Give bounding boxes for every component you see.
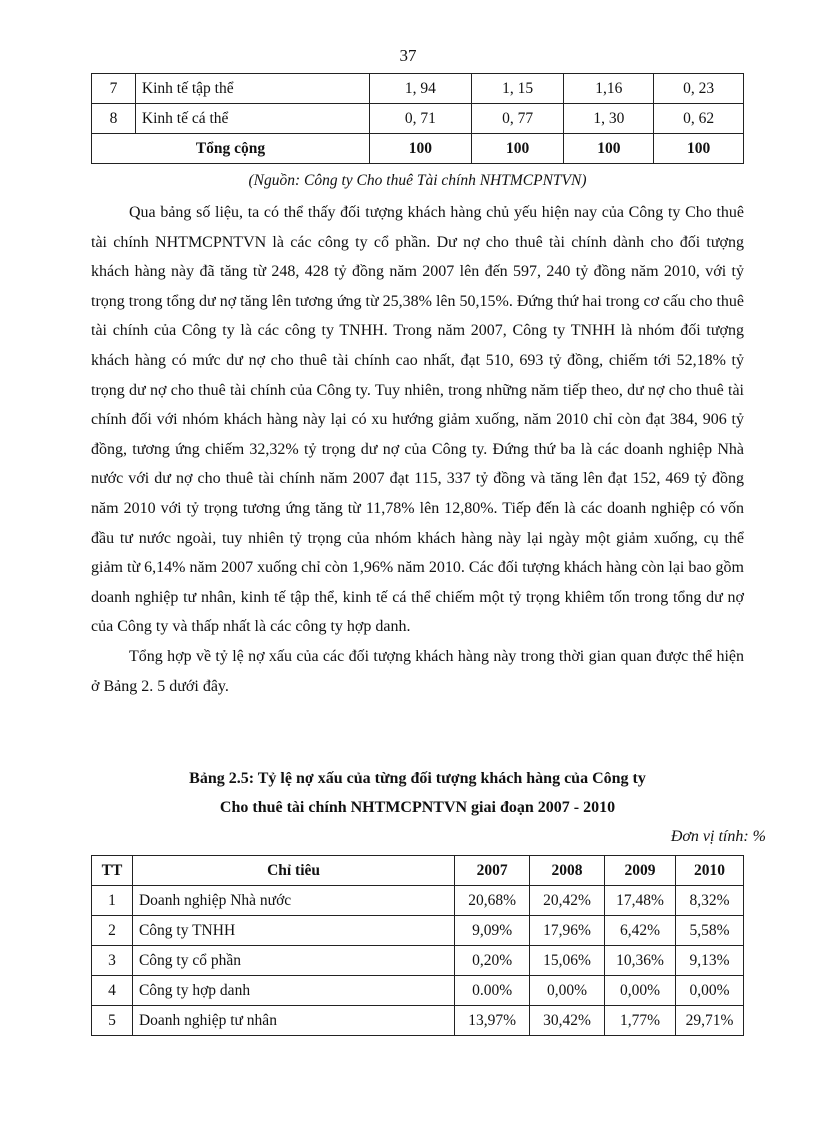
value-2007: 0.00% bbox=[455, 976, 530, 1006]
table-row bbox=[92, 916, 744, 946]
value-2008: 20,42% bbox=[530, 886, 605, 916]
value-2010: 29,71% bbox=[675, 1006, 743, 1036]
row-index: 3 bbox=[92, 946, 133, 976]
total-2008: 100 bbox=[471, 134, 564, 164]
header-2010: 2010 bbox=[675, 856, 743, 886]
header-tt: TT bbox=[92, 856, 133, 886]
row-label: Doanh nghiệp Nhà nước bbox=[132, 886, 454, 916]
value-2008: 0, 77 bbox=[471, 104, 564, 134]
value-2009: 0,00% bbox=[605, 976, 676, 1006]
value-2010: 0,00% bbox=[675, 976, 743, 1006]
value-2009: 1,16 bbox=[564, 74, 654, 104]
row-index: 5 bbox=[92, 1006, 133, 1036]
total-label: Tổng cộng bbox=[92, 134, 370, 164]
total-row bbox=[92, 134, 744, 164]
value-2008: 1, 15 bbox=[471, 74, 564, 104]
header-indicator: Chỉ tiêu bbox=[132, 856, 454, 886]
value-2007: 0, 71 bbox=[370, 104, 472, 134]
row-index: 7 bbox=[92, 74, 136, 104]
value-2010: 9,13% bbox=[675, 946, 743, 976]
paragraph: Qua bảng số liệu, ta có thể thấy đối tượng khách hàng chủ yếu hiện nay của Công ty Cho thuê tài chính NHTMCPNTVN là các công ty cổ phần. Dư nợ cho thuê tài chính dành cho đối tượng khách hàng này đã tăng từ 248, 428 tỷ đồng năm 2007 lên đến 597, 240 tỷ đồng năm 2010, với tỷ trọng trong tổng dư nợ tăng lên tương ứng từ 25,38% lên 50,15%. Đứng thứ hai trong cơ cấu cho thuê tài chính của Công ty là các công ty TNHH. Trong năm 2007, Công ty TNHH là nhóm đối tượng khách hàng có mức dư nợ cho thuê tài chính cao nhất, đạt 510, 693 tỷ đồng, chiếm tới 52,18% tỷ trọng dư nợ cho thuê tài chính của Công ty. Tuy nhiên, trong những năm tiếp theo, dư nợ cho thuê tài chính đối với nhóm khách hàng này lại có xu hướng giảm xuống, năm 2010 chỉ còn đạt 384, 906 tỷ đồng, tương ứng chiếm 32,32% tỷ trọng dư nợ của Công ty. Đứng thứ ba là các doanh nghiệp Nhà nước với dư nợ cho thuê tài chính năm 2007 đạt 115, 337 tỷ đồng và tăng lên đạt 152, 469 tỷ đồng năm 2010 với tỷ trọng tương ứng tăng từ 11,78% lên 12,80%. Tiếp đến là các doanh nghiệp có vốn đầu tư nước ngoài, tuy nhiên tỷ trọng của nhóm khách hàng này lại ngày một giảm xuống, cụ thể giảm từ 6,14% năm 2007 xuống chỉ còn 1,96% năm 2010. Các đối tượng khách hàng còn lại bao gồm doanh nghiệp tư nhân, kinh tế tập thể, kinh tế cá thể chiếm một tỷ trọng khiêm tốn trong tổng dư nợ của Công ty và thấp nhất là các công ty hợp danh. bbox=[91, 204, 744, 636]
header-2008: 2008 bbox=[530, 856, 605, 886]
value-2010: 0, 62 bbox=[654, 104, 744, 134]
row-index: 2 bbox=[92, 916, 133, 946]
total-2009: 100 bbox=[564, 134, 654, 164]
table-row bbox=[92, 1006, 744, 1036]
value-2008: 15,06% bbox=[530, 946, 605, 976]
value-2010: 8,32% bbox=[675, 886, 743, 916]
value-2007: 20,68% bbox=[455, 886, 530, 916]
value-2008: 30,42% bbox=[530, 1006, 605, 1036]
value-2009: 6,42% bbox=[605, 916, 676, 946]
table-row bbox=[92, 104, 744, 134]
page-number: 37 bbox=[399, 46, 417, 65]
unit-note: Đơn vị tính: % bbox=[670, 828, 766, 845]
table-header-row bbox=[92, 856, 744, 886]
table-row bbox=[92, 946, 744, 976]
row-index: 8 bbox=[92, 104, 136, 134]
customer-share-table-continued bbox=[91, 73, 744, 164]
value-2010: 5,58% bbox=[675, 916, 743, 946]
value-2009: 1, 30 bbox=[564, 104, 654, 134]
value-2010: 0, 23 bbox=[654, 74, 744, 104]
table-row bbox=[92, 886, 744, 916]
row-label: Kinh tế cá thể bbox=[135, 104, 369, 134]
total-2007: 100 bbox=[370, 134, 472, 164]
header-2009: 2009 bbox=[605, 856, 676, 886]
row-label: Kinh tế tập thể bbox=[135, 74, 369, 104]
paragraph: Tổng hợp về tỷ lệ nợ xấu của các đối tượng khách hàng này trong thời gian quan được thể hiện ở Bảng 2. 5 dưới đây. bbox=[91, 647, 744, 695]
header-2007: 2007 bbox=[455, 856, 530, 886]
row-label: Công ty hợp danh bbox=[132, 976, 454, 1006]
value-2007: 0,20% bbox=[455, 946, 530, 976]
total-2010: 100 bbox=[654, 134, 744, 164]
row-label: Công ty cổ phần bbox=[132, 946, 454, 976]
value-2009: 1,77% bbox=[605, 1006, 676, 1036]
table-caption-line-2: Cho thuê tài chính NHTMCPNTVN giai đoạn 2007 - 2010 bbox=[219, 799, 616, 816]
table-row bbox=[92, 976, 744, 1006]
value-2009: 17,48% bbox=[605, 886, 676, 916]
row-index: 1 bbox=[92, 886, 133, 916]
row-label: Doanh nghiệp tư nhân bbox=[132, 1006, 454, 1036]
value-2008: 0,00% bbox=[530, 976, 605, 1006]
value-2009: 10,36% bbox=[605, 946, 676, 976]
value-2007: 1, 94 bbox=[370, 74, 472, 104]
value-2007: 13,97% bbox=[455, 1006, 530, 1036]
value-2007: 9,09% bbox=[455, 916, 530, 946]
body-text bbox=[91, 198, 744, 701]
row-index: 4 bbox=[92, 976, 133, 1006]
table-source-note: (Nguồn: Công ty Cho thuê Tài chính NHTMCPNTVN) bbox=[248, 172, 587, 189]
value-2008: 17,96% bbox=[530, 916, 605, 946]
table-row bbox=[92, 74, 744, 104]
bad-debt-ratio-table bbox=[91, 855, 744, 1036]
table-caption-line-1: Bảng 2.5: Tỷ lệ nợ xấu của từng đối tượng khách hàng của Công ty bbox=[189, 770, 646, 787]
row-label: Công ty TNHH bbox=[132, 916, 454, 946]
